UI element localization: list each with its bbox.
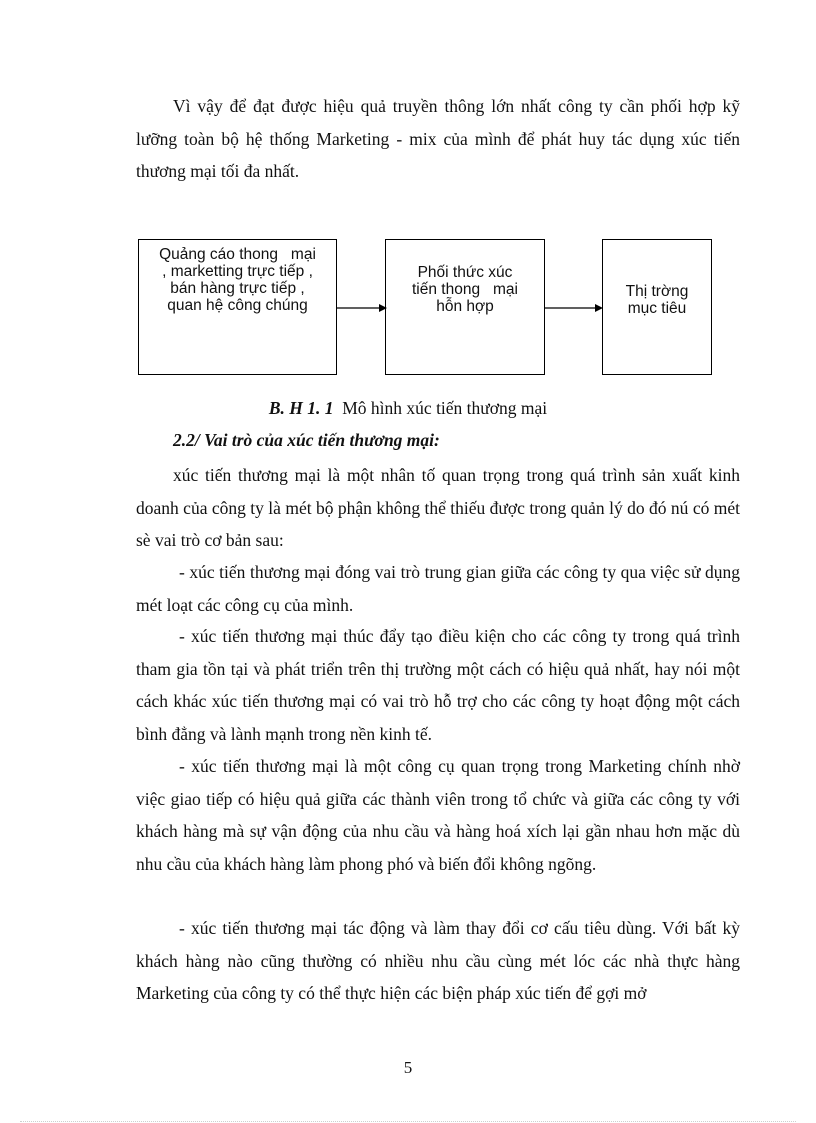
box1-line4: quan hệ công chúng — [167, 297, 308, 314]
paragraph-2: - xúc tiến thương mại đóng vai trò trung gian giữa các công ty qua việc sử dụng mét loạt các công cụ của mình. — [136, 562, 740, 615]
figure-caption — [0, 398, 816, 419]
box1-line2: , marketting trực tiếp , — [162, 263, 313, 280]
arrow-2 — [545, 302, 603, 314]
diagram-box-target-market — [602, 239, 712, 375]
paragraph-5: - xúc tiến thương mại tác động và làm thay đổi cơ cấu tiêu dùng. Với bất kỳ khách hàng nào cũng thường có nhiều nhu cầu cùng mét lóc các nhà thực hàng Marketing của công ty có thể thực hiện các biện pháp xúc tiến để gợi mở — [136, 918, 740, 1004]
box2-line2: tiến thong mại — [412, 281, 518, 298]
paragraph-1: xúc tiến thương mại là một nhân tố quan trọng trong quá trình sản xuất kinh doanh của công ty là mét bộ phận không thể thiếu được trong quản lý do đó nú có mét sè vai trò cơ bản sau: — [136, 465, 740, 551]
box3-line1: Thị trờng — [625, 283, 689, 300]
diagram-box-promotion-tools — [138, 239, 337, 375]
caption-label: B. H 1. 1 — [268, 398, 334, 418]
arrow-1 — [337, 302, 387, 314]
diagram-box-promotion-mix — [385, 239, 545, 375]
caption-text: Mô hình xúc tiến thương mại — [342, 398, 548, 418]
box1-line3: bán hàng trực tiếp , — [170, 280, 305, 297]
page-bottom-divider — [20, 1121, 796, 1122]
box1-line1: Quảng cáo thong mại — [159, 246, 316, 263]
box3-line2: mục tiêu — [627, 300, 687, 317]
paragraph-4: - xúc tiến thương mại là một công cụ quan trọng trong Marketing chính nhờ việc giao tiếp có hiệu quả giữa các thành viên trong tổ chức và giữa các công ty với khách hàng mà sự vận động của nhu cầu và hàng hoá xích lại gần nhau hơn mặc dù nhu cầu của khách hàng làm phong phó và biến đổi không ngõng. — [136, 756, 740, 874]
box2-line1: Phối thức xúc — [417, 264, 513, 281]
intro-paragraph: Vì vậy để đạt được hiệu quả truyền thông lớn nhất công ty cần phối hợp kỹ lưỡng toàn bộ hệ thống Marketing - mix của mình để phát huy tác dụng xúc tiến thương mại tối đa nhất. — [136, 96, 740, 182]
page-number: 5 — [403, 1058, 413, 1077]
section-heading: 2.2/ Vai trò của xúc tiến thương mại: — [173, 430, 440, 450]
box2-line3: hỗn hợp — [436, 298, 494, 315]
paragraph-3: - xúc tiến thương mại thúc đẩy tạo điều kiện cho các công ty trong quá trình tham gia tồn tại và phát triển trên thị trường một cách có hiệu quả nhất, hay nói một cách khác xúc tiến thương mại có vai trò hỗ trợ cho các công ty hoạt động một cách bình đẳng và lành mạnh trong nền kinh tế. — [136, 626, 740, 744]
